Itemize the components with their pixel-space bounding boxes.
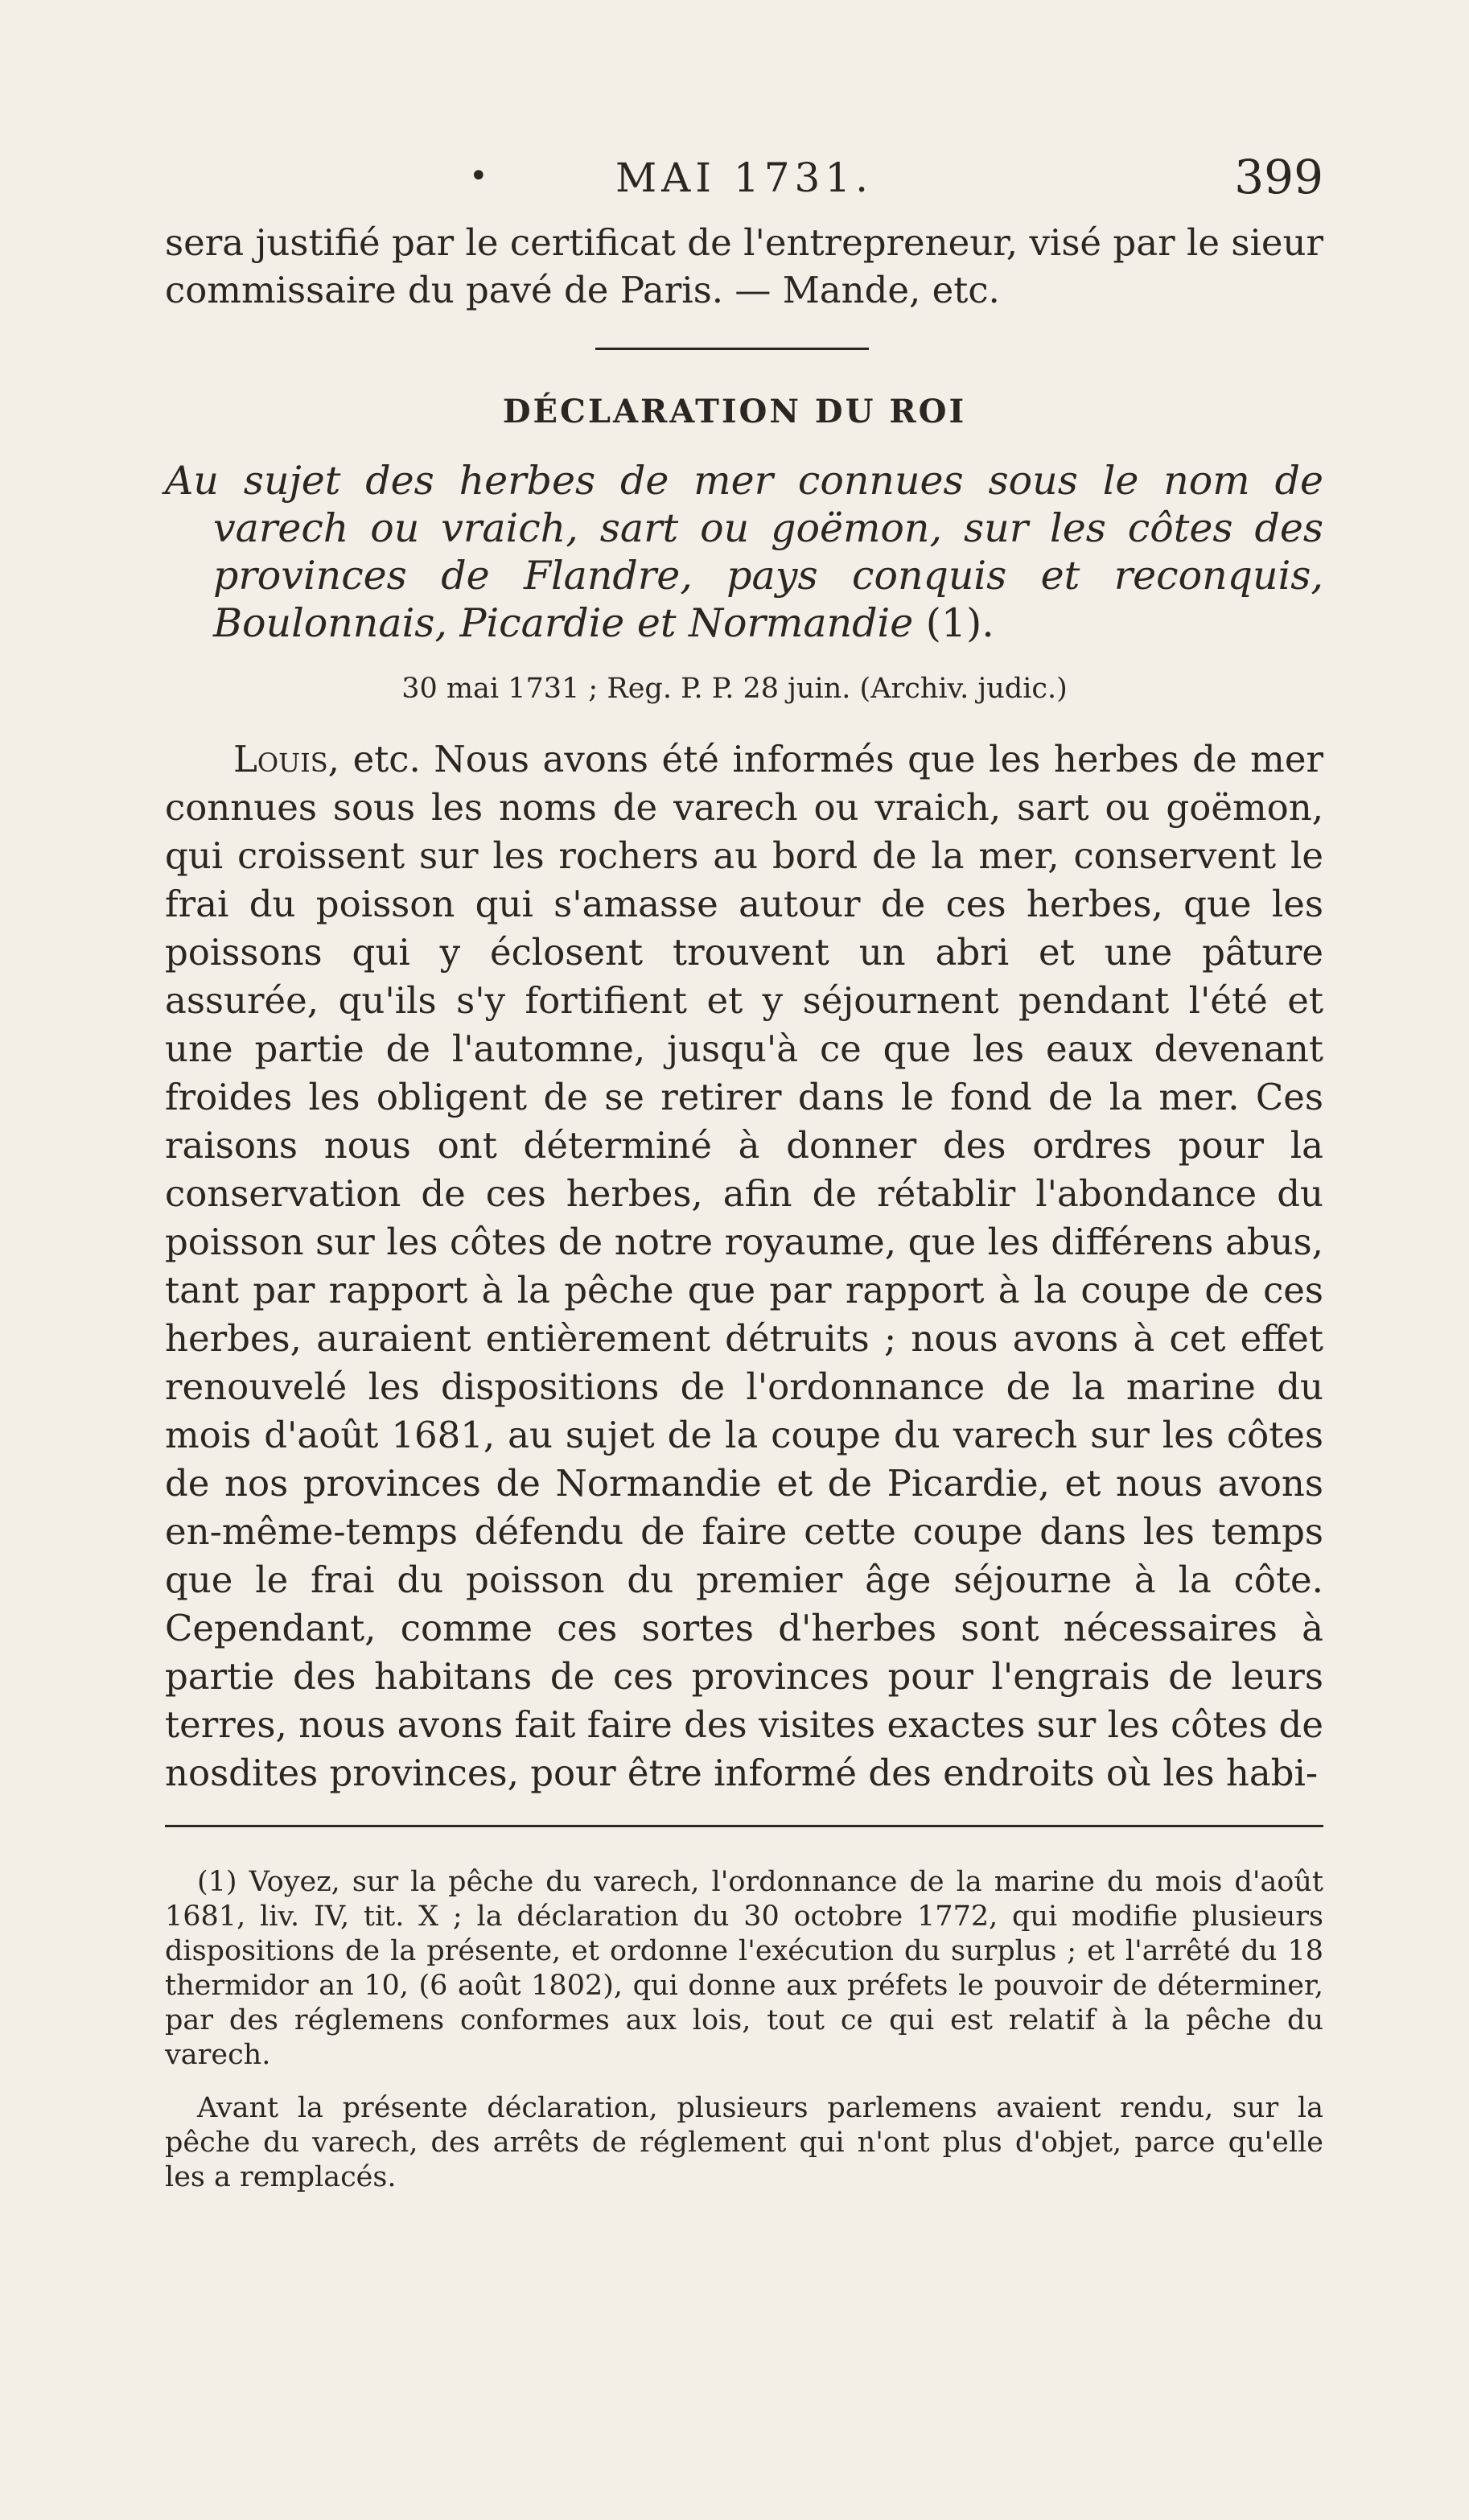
declaration-subject [165,457,1323,647]
body-text: , etc. Nous avons été informés que les herbes de mer connues sous les noms de varech ou vraich, sart ou goëmon, qui croissent sur les rochers au bord de la mer, conservent le frai du poisson qui s'amasse autour de ces herbes, que les poissons qui y éclosent trouvent un abri et une pâture assurée, qu'ils s'y fortifient et y séjournent pendant l'été et une partie de l'automne, jusqu'à ce que les eaux devenant froides les obligent de se retirer dans le fond de la mer. Ces raisons nous ont déterminé à donner des ordres pour la conservation de ces herbes, afin de rétablir l'abondance du poisson sur les côtes de notre royaume, que les différens abus, tant par rapport à la pêche que par rapport à la coupe de ces herbes, auraient entièrement détruits ; nous avons à cet effet renouvelé les dispositions de l'ordonnance de la marine du mois d'août 1681, au sujet de la coupe du varech sur les côtes de nos provinces de Normandie et de Picardie, et nous avons en-même-temps défendu de faire cette coupe dans les temps que le frai du poisson du premier âge séjourne à la côte. Cependant, comme ces sortes d'herbes sont nécessaires à partie des habitans de ces provinces pour l'engrais de leurs terres, nous avons fait faire des visites exactes sur les côtes de nosdites provinces, pour être informé des endroits où les habi- [165,738,1323,1794]
header-dot: • [469,158,488,195]
footnote-2: Avant la présente déclaration, plusieurs parlemens avaient rendu, sur la pêche du varech, des arrêts de réglement qui n'ont plus d'objet, parce qu'elle les a remplacés. [165,2092,1323,2193]
declaration-body [165,735,1323,1797]
running-header [165,150,1323,211]
dateline: 30 mai 1731 ; Reg. P. P. 28 juin. (Archiv. judic.) [401,673,1068,705]
continued-paragraph: sera justifié par le certificat de l'entrepreneur, visé par le sieur commissaire du pavé de Paris. — Mande, etc. [165,221,1323,311]
subject-block [165,457,1323,647]
footnote-reference: (1). [925,600,994,646]
declaration-title: DÉCLARATION DU ROI [502,393,967,430]
footnote-1: (1) Voyez, sur la pêche du varech, l'ordonnance de la marine du mois d'août 1681, liv. IV, tit. X ; la déclaration du 30 octobre 1772, qui modifie plusieurs dispositions de la présente, et ordonne l'exécution du surplus ; et l'arrêté du 18 thermidor an 10, (6 août 1802), qui donne aux préfets le pouvoir de déterminer, par des réglemens conformes aux lois, tout ce qui est relatif à la pêche du varech. [165,1866,1323,2071]
page-number: 399 [1234,150,1323,204]
subject-text: Au sujet des herbes de mer connues sous le nom de varech ou vraich, sart ou goëmon, sur les côtes des provinces de Flandre, pays conquis et reconquis, Boulonnais, Picardie et Normandie [165,458,1323,646]
opening-word: Louis [233,738,328,780]
section-divider [595,348,869,350]
footnote-rule [165,1825,1323,1827]
header-date: MAI 1731. [615,154,874,201]
